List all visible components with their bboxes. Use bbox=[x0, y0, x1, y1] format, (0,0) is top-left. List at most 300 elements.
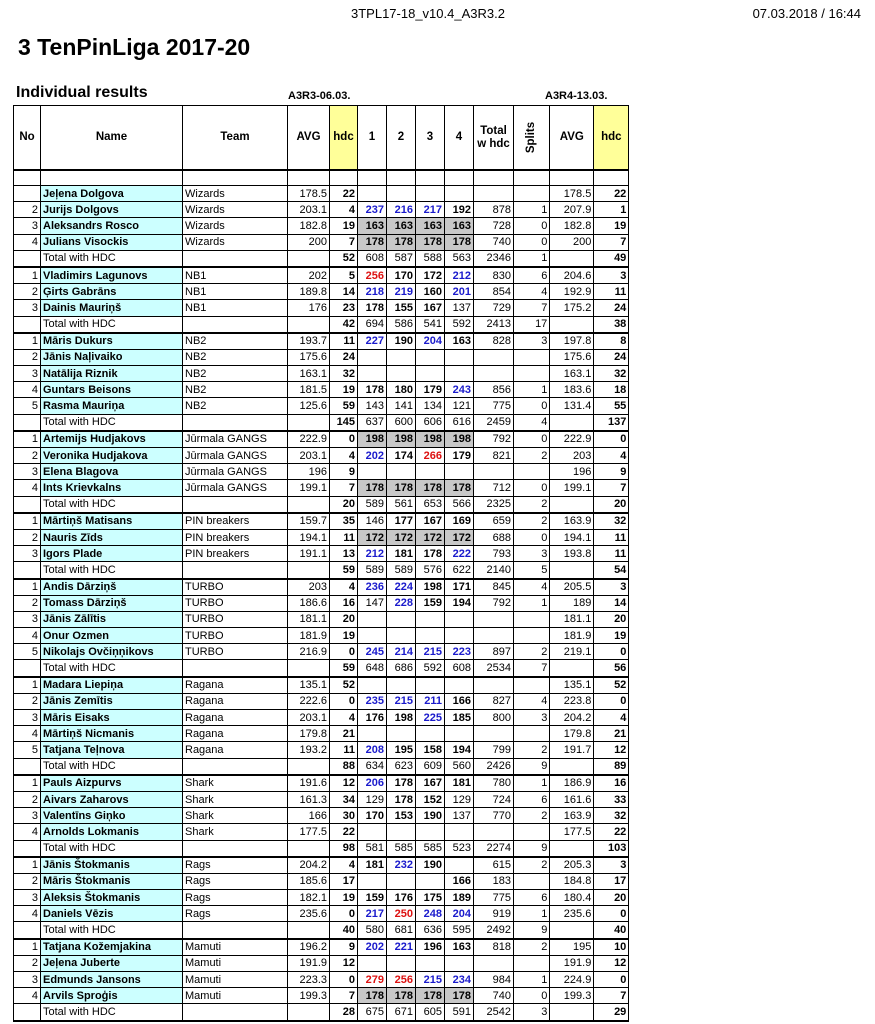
player-no: 3 bbox=[14, 972, 41, 988]
player-avg-next: 175.2 bbox=[550, 300, 594, 316]
player-hdc-next: 17 bbox=[594, 873, 629, 889]
total-game-4: 523 bbox=[445, 840, 474, 857]
total-splits: 3 bbox=[514, 1004, 550, 1021]
player-hdc: 21 bbox=[330, 726, 358, 742]
total-avg bbox=[288, 758, 330, 775]
game-3-score bbox=[416, 955, 445, 971]
player-avg: 216.9 bbox=[288, 644, 330, 660]
player-splits bbox=[514, 955, 550, 971]
total-game-3: 588 bbox=[416, 250, 445, 267]
player-row bbox=[14, 546, 629, 562]
player-hdc: 14 bbox=[330, 284, 358, 300]
player-avg: 175.6 bbox=[288, 349, 330, 365]
player-avg-next: 163.1 bbox=[550, 366, 594, 382]
game-1-score: 279 bbox=[358, 972, 387, 988]
total-team bbox=[183, 496, 288, 513]
game-1-score: 178 bbox=[358, 234, 387, 250]
player-team: Jūrmala GANGS bbox=[183, 464, 288, 480]
total-label: Total with HDC bbox=[41, 562, 183, 579]
player-total bbox=[474, 955, 514, 971]
total-avg-next bbox=[550, 414, 594, 431]
game-1-score: 178 bbox=[358, 300, 387, 316]
player-row bbox=[14, 890, 629, 906]
player-no: 4 bbox=[14, 628, 41, 644]
player-avg: 135.1 bbox=[288, 677, 330, 694]
total-sum: 2459 bbox=[474, 414, 514, 431]
player-splits: 0 bbox=[514, 480, 550, 496]
total-splits: 4 bbox=[514, 414, 550, 431]
player-row bbox=[14, 972, 629, 988]
total-avg-next bbox=[550, 562, 594, 579]
player-splits bbox=[514, 873, 550, 889]
player-avg: 222.6 bbox=[288, 693, 330, 709]
player-team: Ragana bbox=[183, 710, 288, 726]
player-hdc: 19 bbox=[330, 628, 358, 644]
game-2-score: 170 bbox=[387, 267, 416, 284]
col-splits bbox=[514, 106, 550, 171]
player-team: Mamuti bbox=[183, 972, 288, 988]
player-hdc-next: 19 bbox=[594, 628, 629, 644]
game-3-score: 158 bbox=[416, 742, 445, 758]
player-total: 688 bbox=[474, 529, 514, 545]
game-4-score bbox=[445, 677, 474, 694]
player-no: 3 bbox=[14, 464, 41, 480]
player-total: 724 bbox=[474, 791, 514, 807]
player-avg-next: 199.3 bbox=[550, 988, 594, 1004]
player-splits: 0 bbox=[514, 431, 550, 448]
player-name: Andis Dārziņš bbox=[41, 579, 183, 596]
player-name: Aleksandrs Rosco bbox=[41, 218, 183, 234]
player-hdc-next: 32 bbox=[594, 513, 629, 530]
player-team: PIN breakers bbox=[183, 529, 288, 545]
col-avg-next: AVG bbox=[550, 106, 594, 171]
player-avg: 194.1 bbox=[288, 529, 330, 545]
game-3-score: 225 bbox=[416, 710, 445, 726]
player-total bbox=[474, 186, 514, 202]
total-avg-next bbox=[550, 316, 594, 333]
player-avg-next: 207.9 bbox=[550, 202, 594, 218]
player-no: 2 bbox=[14, 955, 41, 971]
player-name: Jeļena Dolgova bbox=[41, 186, 183, 202]
player-no: 5 bbox=[14, 398, 41, 414]
game-2-score bbox=[387, 628, 416, 644]
player-name: Jānis Naļivaiko bbox=[41, 349, 183, 365]
player-row bbox=[14, 726, 629, 742]
game-2-score bbox=[387, 955, 416, 971]
total-team bbox=[183, 660, 288, 677]
game-4-score: 163 bbox=[445, 939, 474, 956]
player-name: Tatjana Teļnova bbox=[41, 742, 183, 758]
col-avg: AVG bbox=[288, 106, 330, 171]
total-team bbox=[183, 414, 288, 431]
player-hdc: 0 bbox=[330, 431, 358, 448]
player-no: 3 bbox=[14, 808, 41, 824]
player-hdc: 16 bbox=[330, 595, 358, 611]
player-hdc: 59 bbox=[330, 398, 358, 414]
game-2-score: 228 bbox=[387, 595, 416, 611]
player-avg-next: 224.9 bbox=[550, 972, 594, 988]
game-4-score bbox=[445, 464, 474, 480]
total-team bbox=[183, 316, 288, 333]
team-total-row bbox=[14, 316, 629, 333]
game-4-score: 163 bbox=[445, 333, 474, 350]
player-name: Māris Dukurs bbox=[41, 333, 183, 350]
total-label: Total with HDC bbox=[41, 1004, 183, 1021]
player-avg: 203 bbox=[288, 579, 330, 596]
player-avg: 200 bbox=[288, 234, 330, 250]
player-row bbox=[14, 349, 629, 365]
player-team: PIN breakers bbox=[183, 513, 288, 530]
player-hdc: 19 bbox=[330, 382, 358, 398]
player-team: Shark bbox=[183, 791, 288, 807]
player-avg: 163.1 bbox=[288, 366, 330, 382]
player-hdc-next: 16 bbox=[594, 775, 629, 792]
game-3-score bbox=[416, 824, 445, 840]
player-hdc: 22 bbox=[330, 824, 358, 840]
game-4-score: 185 bbox=[445, 710, 474, 726]
player-row bbox=[14, 955, 629, 971]
total-game-4: 560 bbox=[445, 758, 474, 775]
player-hdc-next: 20 bbox=[594, 611, 629, 627]
player-hdc: 0 bbox=[330, 693, 358, 709]
game-2-score bbox=[387, 677, 416, 694]
player-avg: 191.1 bbox=[288, 546, 330, 562]
total-game-2: 587 bbox=[387, 250, 416, 267]
player-hdc: 7 bbox=[330, 480, 358, 496]
player-splits bbox=[514, 824, 550, 840]
player-splits: 6 bbox=[514, 791, 550, 807]
game-4-score: 201 bbox=[445, 284, 474, 300]
total-hdc: 40 bbox=[330, 922, 358, 939]
total-game-3: 576 bbox=[416, 562, 445, 579]
player-total: 770 bbox=[474, 808, 514, 824]
game-1-score bbox=[358, 955, 387, 971]
game-3-score: 167 bbox=[416, 513, 445, 530]
game-3-score: 204 bbox=[416, 333, 445, 350]
player-row bbox=[14, 988, 629, 1004]
col-no: No bbox=[14, 106, 41, 171]
player-hdc-next: 21 bbox=[594, 726, 629, 742]
player-row bbox=[14, 857, 629, 874]
game-4-score: 198 bbox=[445, 431, 474, 448]
player-avg-next: 223.8 bbox=[550, 693, 594, 709]
player-hdc: 35 bbox=[330, 513, 358, 530]
game-3-score: 167 bbox=[416, 775, 445, 792]
page-title: 3 TenPinLiga 2017-20 bbox=[18, 34, 251, 60]
game-1-score: 227 bbox=[358, 333, 387, 350]
player-total: 845 bbox=[474, 579, 514, 596]
player-avg: 185.6 bbox=[288, 873, 330, 889]
total-sum: 2492 bbox=[474, 922, 514, 939]
total-avg-next bbox=[550, 922, 594, 939]
total-hdc: 20 bbox=[330, 496, 358, 513]
game-1-score bbox=[358, 677, 387, 694]
player-hdc-next: 3 bbox=[594, 857, 629, 874]
player-name: Guntars Beisons bbox=[41, 382, 183, 398]
game-3-score bbox=[416, 873, 445, 889]
player-hdc: 0 bbox=[330, 644, 358, 660]
game-2-score: 178 bbox=[387, 775, 416, 792]
player-avg-next: 235.6 bbox=[550, 906, 594, 922]
player-team: Ragana bbox=[183, 677, 288, 694]
player-splits: 0 bbox=[514, 529, 550, 545]
total-no bbox=[14, 758, 41, 775]
player-splits: 6 bbox=[514, 890, 550, 906]
player-no: 3 bbox=[14, 546, 41, 562]
player-avg-next: 222.9 bbox=[550, 431, 594, 448]
player-hdc-next: 11 bbox=[594, 284, 629, 300]
game-3-score: 217 bbox=[416, 202, 445, 218]
col-total: Total w hdc bbox=[474, 106, 514, 171]
game-4-score bbox=[445, 857, 474, 874]
player-name: Jurijs Dolgovs bbox=[41, 202, 183, 218]
player-avg: 166 bbox=[288, 808, 330, 824]
player-avg-next: 219.1 bbox=[550, 644, 594, 660]
player-name: Arnolds Lokmanis bbox=[41, 824, 183, 840]
player-name: Jeļena Juberte bbox=[41, 955, 183, 971]
total-no bbox=[14, 660, 41, 677]
total-hdc: 42 bbox=[330, 316, 358, 333]
game-3-score: 215 bbox=[416, 972, 445, 988]
player-no: 4 bbox=[14, 234, 41, 250]
total-game-3: 585 bbox=[416, 840, 445, 857]
player-total bbox=[474, 611, 514, 627]
col-game-4: 4 bbox=[445, 106, 474, 171]
game-2-score: 219 bbox=[387, 284, 416, 300]
player-no: 3 bbox=[14, 366, 41, 382]
player-avg-next: 191.7 bbox=[550, 742, 594, 758]
player-team: Jūrmala GANGS bbox=[183, 480, 288, 496]
player-avg: 186.6 bbox=[288, 595, 330, 611]
player-hdc: 19 bbox=[330, 218, 358, 234]
player-total: 919 bbox=[474, 906, 514, 922]
game-1-score: 212 bbox=[358, 546, 387, 562]
game-4-score: 178 bbox=[445, 480, 474, 496]
game-2-score bbox=[387, 824, 416, 840]
section-title: Individual results bbox=[16, 84, 148, 101]
game-3-score: 190 bbox=[416, 808, 445, 824]
game-4-score: 204 bbox=[445, 906, 474, 922]
game-4-score bbox=[445, 186, 474, 202]
total-avg-next bbox=[550, 250, 594, 267]
game-1-score bbox=[358, 366, 387, 382]
game-4-score: 181 bbox=[445, 775, 474, 792]
player-avg-next: 178.5 bbox=[550, 186, 594, 202]
game-4-score: 178 bbox=[445, 988, 474, 1004]
player-avg-next: 200 bbox=[550, 234, 594, 250]
game-4-score: 172 bbox=[445, 529, 474, 545]
game-1-score: 163 bbox=[358, 218, 387, 234]
player-row bbox=[14, 513, 629, 530]
game-1-score: 170 bbox=[358, 808, 387, 824]
total-game-4: 595 bbox=[445, 922, 474, 939]
total-hdc-next: 56 bbox=[594, 660, 629, 677]
player-total: 729 bbox=[474, 300, 514, 316]
total-label: Total with HDC bbox=[41, 758, 183, 775]
round-a-label: A3R3-06.03. bbox=[288, 90, 351, 102]
player-avg-next: 195 bbox=[550, 939, 594, 956]
game-1-score: 178 bbox=[358, 988, 387, 1004]
player-hdc-next: 18 bbox=[594, 382, 629, 398]
game-3-score: 196 bbox=[416, 939, 445, 956]
player-total: 659 bbox=[474, 513, 514, 530]
player-hdc-next: 22 bbox=[594, 824, 629, 840]
total-hdc-next: 38 bbox=[594, 316, 629, 333]
total-label: Total with HDC bbox=[41, 250, 183, 267]
game-3-score: 179 bbox=[416, 382, 445, 398]
game-2-score bbox=[387, 464, 416, 480]
player-row bbox=[14, 382, 629, 398]
player-hdc-next: 32 bbox=[594, 366, 629, 382]
col-game-3: 3 bbox=[416, 106, 445, 171]
game-2-score: 178 bbox=[387, 791, 416, 807]
player-splits: 2 bbox=[514, 857, 550, 874]
player-team: NB2 bbox=[183, 349, 288, 365]
player-avg-next: 186.9 bbox=[550, 775, 594, 792]
player-name: Igors Plade bbox=[41, 546, 183, 562]
total-sum: 2346 bbox=[474, 250, 514, 267]
player-avg-next: 180.4 bbox=[550, 890, 594, 906]
game-1-score bbox=[358, 349, 387, 365]
total-game-3: 541 bbox=[416, 316, 445, 333]
player-name: Natālija Riznik bbox=[41, 366, 183, 382]
player-total: 183 bbox=[474, 873, 514, 889]
player-avg: 179.8 bbox=[288, 726, 330, 742]
player-splits: 0 bbox=[514, 234, 550, 250]
player-hdc: 4 bbox=[330, 202, 358, 218]
total-avg bbox=[288, 562, 330, 579]
player-team: Shark bbox=[183, 808, 288, 824]
total-sum: 2274 bbox=[474, 840, 514, 857]
total-splits: 17 bbox=[514, 316, 550, 333]
col-team: Team bbox=[183, 106, 288, 171]
game-1-score bbox=[358, 464, 387, 480]
player-avg: 223.3 bbox=[288, 972, 330, 988]
player-total: 818 bbox=[474, 939, 514, 956]
player-total: 854 bbox=[474, 284, 514, 300]
game-1-score bbox=[358, 628, 387, 644]
total-sum: 2413 bbox=[474, 316, 514, 333]
player-avg: 199.1 bbox=[288, 480, 330, 496]
player-hdc: 9 bbox=[330, 939, 358, 956]
total-avg bbox=[288, 1004, 330, 1021]
total-hdc-next: 54 bbox=[594, 562, 629, 579]
player-hdc: 23 bbox=[330, 300, 358, 316]
player-avg-next: 205.3 bbox=[550, 857, 594, 874]
player-total bbox=[474, 366, 514, 382]
team-total-row bbox=[14, 496, 629, 513]
game-4-score: 163 bbox=[445, 218, 474, 234]
total-game-2: 681 bbox=[387, 922, 416, 939]
player-no: 2 bbox=[14, 202, 41, 218]
player-hdc-next: 10 bbox=[594, 939, 629, 956]
player-hdc-next: 12 bbox=[594, 742, 629, 758]
total-splits: 1 bbox=[514, 250, 550, 267]
player-splits: 4 bbox=[514, 579, 550, 596]
total-no bbox=[14, 562, 41, 579]
game-2-score: 180 bbox=[387, 382, 416, 398]
results-body bbox=[14, 170, 629, 1021]
player-splits: 1 bbox=[514, 382, 550, 398]
player-name: Māris Štokmanis bbox=[41, 873, 183, 889]
player-total: 712 bbox=[474, 480, 514, 496]
game-4-score: 243 bbox=[445, 382, 474, 398]
player-team: NB2 bbox=[183, 398, 288, 414]
player-hdc: 11 bbox=[330, 529, 358, 545]
player-avg-next: 179.8 bbox=[550, 726, 594, 742]
game-3-score: 178 bbox=[416, 234, 445, 250]
player-team: TURBO bbox=[183, 595, 288, 611]
player-total: 780 bbox=[474, 775, 514, 792]
player-name: Jānis Zālītis bbox=[41, 611, 183, 627]
player-team: TURBO bbox=[183, 628, 288, 644]
player-name: Arvils Sproģis bbox=[41, 988, 183, 1004]
player-splits bbox=[514, 186, 550, 202]
game-3-score: 159 bbox=[416, 595, 445, 611]
player-avg: 203.1 bbox=[288, 710, 330, 726]
total-no bbox=[14, 250, 41, 267]
game-3-score: 172 bbox=[416, 529, 445, 545]
player-row bbox=[14, 710, 629, 726]
total-no bbox=[14, 840, 41, 857]
player-hdc-next: 55 bbox=[594, 398, 629, 414]
player-name: Vladimirs Lagunovs bbox=[41, 267, 183, 284]
total-label: Total with HDC bbox=[41, 414, 183, 431]
player-splits: 7 bbox=[514, 300, 550, 316]
col-hdc-next: hdc bbox=[594, 106, 629, 171]
player-total bbox=[474, 677, 514, 694]
player-hdc: 22 bbox=[330, 186, 358, 202]
player-name: Nauris Zīds bbox=[41, 529, 183, 545]
player-name: Edmunds Jansons bbox=[41, 972, 183, 988]
player-no: 5 bbox=[14, 644, 41, 660]
player-hdc: 4 bbox=[330, 448, 358, 464]
game-2-score: 163 bbox=[387, 218, 416, 234]
player-avg-next: 163.9 bbox=[550, 513, 594, 530]
total-avg-next bbox=[550, 758, 594, 775]
total-avg bbox=[288, 840, 330, 857]
player-splits: 0 bbox=[514, 218, 550, 234]
player-name: Julians Visockis bbox=[41, 234, 183, 250]
game-3-score bbox=[416, 366, 445, 382]
player-hdc: 24 bbox=[330, 349, 358, 365]
total-game-1: 580 bbox=[358, 922, 387, 939]
total-sum: 2325 bbox=[474, 496, 514, 513]
player-total: 799 bbox=[474, 742, 514, 758]
player-row bbox=[14, 529, 629, 545]
col-game-1: 1 bbox=[358, 106, 387, 171]
game-4-score bbox=[445, 349, 474, 365]
player-team: Wizards bbox=[183, 186, 288, 202]
player-hdc-next: 4 bbox=[594, 448, 629, 464]
player-name: Mārtiņš Matisans bbox=[41, 513, 183, 530]
player-total: 856 bbox=[474, 382, 514, 398]
game-1-score: 172 bbox=[358, 529, 387, 545]
header-row bbox=[14, 106, 629, 171]
total-avg-next bbox=[550, 496, 594, 513]
player-avg: 159.7 bbox=[288, 513, 330, 530]
player-avg-next: 175.6 bbox=[550, 349, 594, 365]
game-2-score: 232 bbox=[387, 857, 416, 874]
player-hdc-next: 7 bbox=[594, 234, 629, 250]
player-name: Madara Liepiņa bbox=[41, 677, 183, 694]
player-avg-next: 205.5 bbox=[550, 579, 594, 596]
player-name: Rasma Mauriņa bbox=[41, 398, 183, 414]
player-name: Jānis Zemītis bbox=[41, 693, 183, 709]
player-name: Artemijs Hudjakovs bbox=[41, 431, 183, 448]
player-row bbox=[14, 267, 629, 284]
player-no: 1 bbox=[14, 333, 41, 350]
